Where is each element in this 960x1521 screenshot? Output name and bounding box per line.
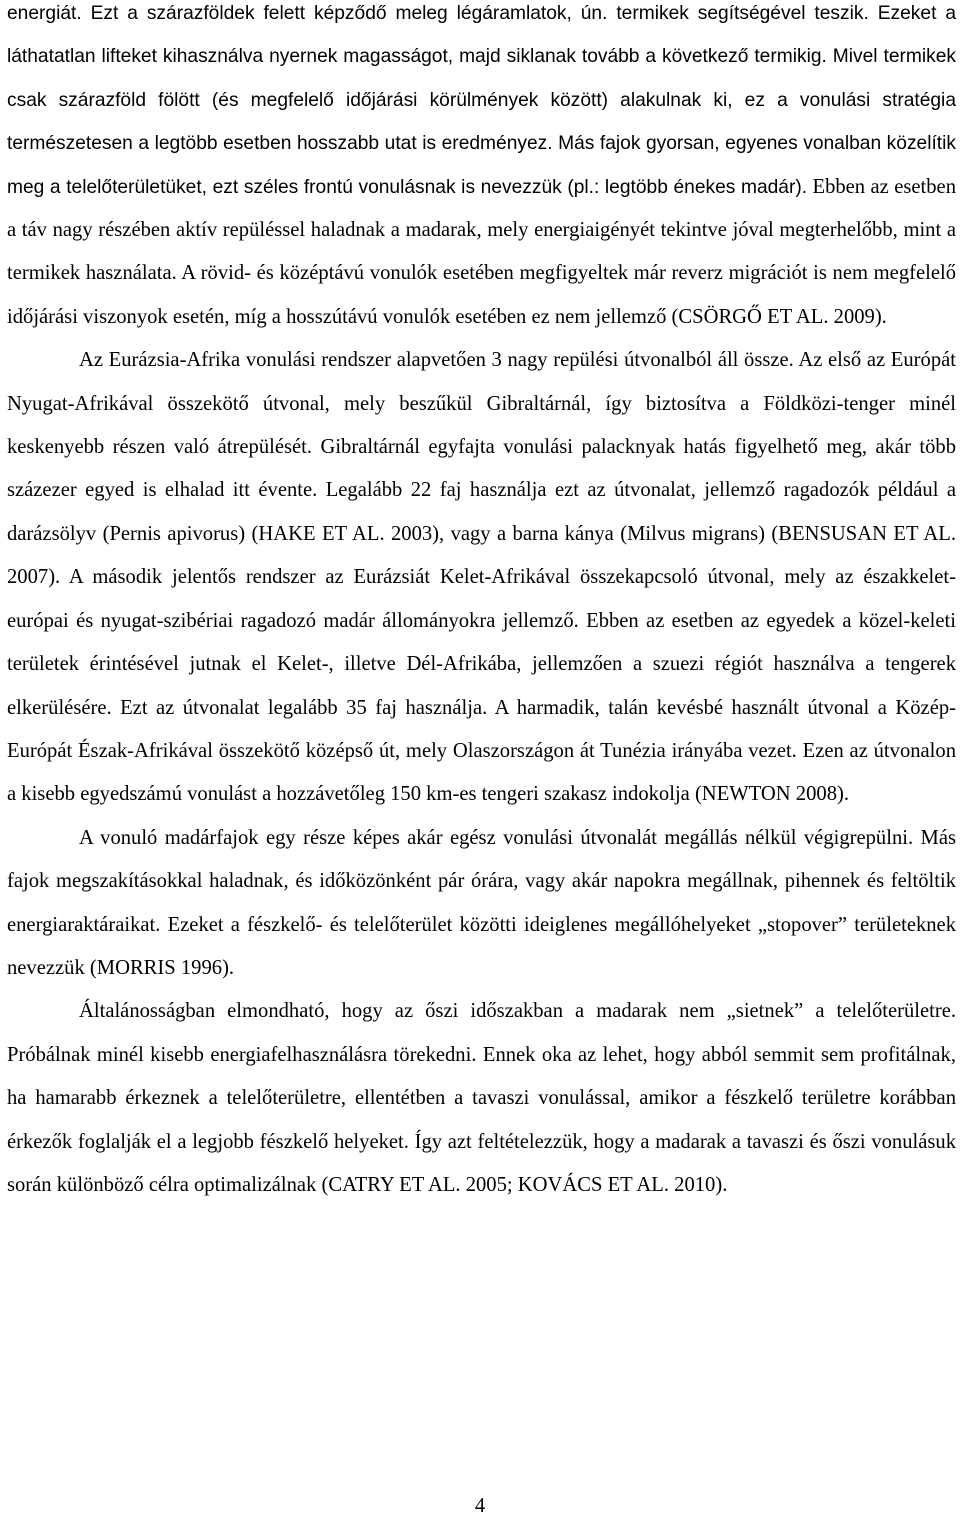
citation-author: AKE ET AL [273, 522, 380, 545]
page-number: 4 [474, 1495, 486, 1517]
citation-author: ORRIS [115, 956, 176, 979]
citation-author: OVÁCS ET AL [532, 1173, 664, 1196]
text-run: . 2007). A második jelentős rendszer az Eurázsiát Kelet-Afrikával összekapcsoló útvonal, mely az északkelet-európai és nyugat-szibériai ragadozó madár állományokra jellemző. Ebben az esetben az egyedek a közel-keleti területek érintésével jutnak el Kelet-, illetve Dél-Afrikába, jellemzően a szuezi régiót használva a tengerek elkerülésére. Ezt az útvonalat legalább 35 faj használja. A harmadik, talán kevésbé használt útvonal a Közép-Európát Észak-Afrikával összekötő középső út, mely Olaszországon át Tunézia irányába vezet. Ezen az útvonalon a kisebb egyedszámú vonulást a hozzávetőleg 150 km-es tengeri szakasz indokolja (N [7, 522, 957, 806]
text-run: Az Eurázsia-Afrika vonulási rendszer alapvetően 3 nagy repülési útvonalból áll össze. Az első az Európát Nyugat-Afrikával összekötő útvonal, mely beszűkül Gibraltárnál, így biztosítva a Földközi-tenger minél keskenyebb részen való átrepülését. Gibraltárnál egyfajta vonulási palacknyak hatás figyelhető meg, akár több százezer egyed is elhalad itt évente. Legalább 22 faj használja ezt az útvonalat, jellemző ragadozók például a darázsölyv (Pernis apivorus) (H [7, 349, 956, 545]
text-run: Ebben az esetben a táv nagy részében aktív repüléssel haladnak a madarak, mely energiaigényét tekintve jóval megterhelőbb, mint a termikek használata. A rövid- és középtávú vonulók esetében megfigyeltek már reverz migrációt is nem megfelelő időjárási viszonyok esetén, míg a hosszútávú vonulók esetében ez nem jellemző (C [7, 175, 956, 328]
body-text [7, 0, 956, 1207]
text-run: energiát. Ezt a szárazföldek felett képződő meleg légáramlatok, ún. termikek segítségével teszik. Ezeket a láthatatlan lifteket kihasználva nyernek magasságot, majd siklanak tovább a következő termikig. Mivel termikek csak szárazföld fölött (és megfelelő időjárási körülmények között) alakulnak ki, ez a vonulási stratégia természetesen a legtöbb esetben hosszabb utat is eredményez. Más fajok gyorsan, egyenes vonalban közelítik meg a telelőterületüket, ezt széles frontú vonulásnak is nevezzük (pl.: legtöbb énekes madár). [7, 3, 956, 198]
paragraph-1 [7, 0, 956, 339]
citation-author: EWTON [716, 783, 791, 806]
citation-author: ATRY ET AL [342, 1173, 456, 1196]
citation-author: ENSUSAN ET AL [792, 522, 951, 545]
text-run: . 2003), vagy a barna kánya (Milvus migrans) (B [379, 522, 793, 545]
text-run: . 2005; K [455, 1173, 533, 1196]
text-run: A vonuló madárfajok egy része képes akár egész vonulási útvonalát megállás nélkül végigrepülni. Más fajok megszakításokkal haladnak, és időközönként pár órára, vagy akár napokra megállnak, pihennek és feltöltik energiaraktáraikat. Ezeket a fészkelő- és telelőterület közötti ideiglenes megállóhelyeket „stopover” területeknek nevezzük (M [7, 826, 956, 979]
paragraph-4 [7, 990, 956, 1207]
text-run: . 2009). [823, 305, 887, 328]
text-run: 2008). [790, 783, 849, 806]
text-run: . 2010). [663, 1173, 728, 1196]
text-run: Általánosságban elmondható, hogy az őszi időszakban a madarak nem „sietnek” a telelőterületre. Próbálnak minél kisebb energiafelhasználásra törekedni. Ennek oka az lehet, hogy abból semmit sem profitálnak, ha hamarabb érkeznek a telelőterületre, ellentétben a tavaszi vonulással, amikor a fészkelő területre korábban érkezők foglalják el a legjobb fészkelő helyeket. Így azt feltételezzük, hogy a madarak a tavaszi és őszi vonulásuk során különböző célra optimalizálnak (C [7, 1000, 956, 1196]
text-run: 1996). [175, 956, 235, 979]
paragraph-3 [7, 817, 956, 991]
citation-author: SÖRGŐ ET AL [692, 305, 824, 328]
paragraph-2 [7, 339, 956, 816]
